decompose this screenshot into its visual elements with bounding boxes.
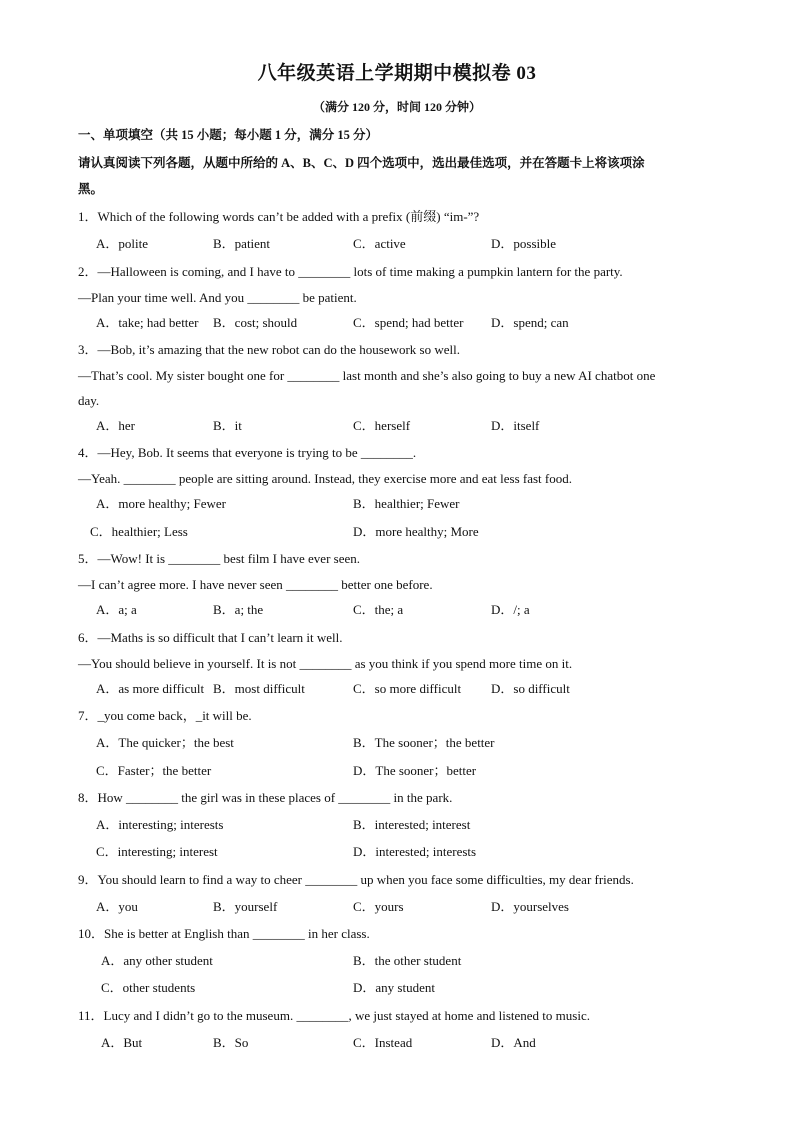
question-stem-line: —That’s cool. My sister bought one for ________ last month and she’s also going to buy a new AI chatbot one xyxy=(78,368,656,383)
option-a: A．polite xyxy=(96,236,148,251)
option-d: D．interested; interests xyxy=(353,844,477,859)
question-stem-line: day. xyxy=(78,393,100,408)
option-d: D．any student xyxy=(353,980,435,995)
option-b: B．it xyxy=(213,418,242,433)
option-b: B．the other student xyxy=(353,953,462,968)
question-stem-line: —I can’t agree more. I have never seen ________ better one before. xyxy=(78,577,433,592)
option-b: B．So xyxy=(213,1035,249,1050)
option-c: C．healthier; Less xyxy=(90,524,188,539)
option-d: D．The sooner；better xyxy=(353,763,477,778)
option-b: B．patient xyxy=(213,236,271,251)
section-instruction-cont: 黑。 xyxy=(78,182,104,196)
option-a: A．you xyxy=(96,899,138,914)
section-heading: 一、单项填空（共 15 小题；每小题 1 分，满分 15 分） xyxy=(78,128,379,142)
option-c: C．yours xyxy=(353,899,404,914)
option-b: B．a; the xyxy=(213,602,264,617)
option-a: A．interesting; interests xyxy=(96,817,224,832)
question-stem-line: —Yeah. ________ people are sitting around. Instead, they exercise more and eat less fast food. xyxy=(78,471,572,486)
option-b: B．yourself xyxy=(213,899,278,914)
option-c: C．Faster；the better xyxy=(96,763,212,778)
option-b: B．The sooner；the better xyxy=(353,735,495,750)
option-d: D．And xyxy=(491,1035,536,1050)
option-c: C．interesting; interest xyxy=(96,844,218,859)
question-stem: 10．She is better at English than ________ in her class. xyxy=(78,926,370,941)
option-d: D．/; a xyxy=(491,602,530,617)
question-stem: 8．How ________ the girl was in these places of ________ in the park. xyxy=(78,790,453,805)
option-a: A．take; had better xyxy=(96,315,199,330)
question-stem-line: —Plan your time well. And you ________ be patient. xyxy=(78,290,357,305)
question-stem-line: —You should believe in yourself. It is not ________ as you think if you spend more time on it. xyxy=(78,656,573,671)
question-stem: 6．—Maths is so difficult that I can’t learn it well. xyxy=(78,630,343,645)
question-stem: 1．Which of the following words can’t be added with a prefix (前缀) “im-”? xyxy=(78,209,480,224)
question-stem: 3．—Bob, it’s amazing that the new robot can do the housework so well. xyxy=(78,342,460,357)
option-c: C．herself xyxy=(353,418,411,433)
page-title: 八年级英语上学期期中模拟卷 03 xyxy=(257,63,537,84)
option-a: A．more healthy; Fewer xyxy=(96,496,226,511)
option-a: A．as more difficult xyxy=(96,681,205,696)
option-c: C．active xyxy=(353,236,406,251)
option-d: D．possible xyxy=(491,236,557,251)
option-c: C．Instead xyxy=(353,1035,413,1050)
option-b: B．cost; should xyxy=(213,315,298,330)
option-a: A．The quicker；the best xyxy=(96,735,234,750)
option-a: A．But xyxy=(101,1035,143,1050)
option-a: A．her xyxy=(96,418,135,433)
option-d: D．yourselves xyxy=(491,899,569,914)
question-stem: 7．_you come back，_it will be. xyxy=(78,708,252,723)
option-d: D．spend; can xyxy=(491,315,569,330)
option-a: A．a; a xyxy=(96,602,137,617)
question-stem: 5．—Wow! It is ________ best film I have ever seen. xyxy=(78,551,361,566)
option-d: D．so difficult xyxy=(491,681,570,696)
option-a: A．any other student xyxy=(101,953,213,968)
section-instruction: 请认真阅读下列各题，从题中所给的 A、B、C、D 四个选项中，选出最佳选项，并在答题卡上将该项涂 xyxy=(78,156,645,170)
option-c: C．the; a xyxy=(353,602,404,617)
option-d: D．more healthy; More xyxy=(353,524,479,539)
option-b: B．healthier; Fewer xyxy=(353,496,460,511)
option-d: D．itself xyxy=(491,418,540,433)
question-stem: 2．—Halloween is coming, and I have to ________ lots of time making a pumpkin lantern for the party. xyxy=(78,264,623,279)
option-c: C．so more difficult xyxy=(353,681,462,696)
question-stem: 11．Lucy and I didn’t go to the museum. ________, we just stayed at home and listened to music. xyxy=(78,1008,590,1023)
question-stem: 4．—Hey, Bob. It seems that everyone is trying to be ________. xyxy=(78,445,417,460)
question-stem: 9．You should learn to find a way to cheer ________ up when you face some difficulties, my dear friends. xyxy=(78,872,634,887)
option-b: B．most difficult xyxy=(213,681,305,696)
option-c: C．other students xyxy=(101,980,196,995)
page-subtitle: （满分 120 分，时间 120 分钟） xyxy=(312,100,481,114)
option-c: C．spend; had better xyxy=(353,315,464,330)
option-b: B．interested; interest xyxy=(353,817,471,832)
